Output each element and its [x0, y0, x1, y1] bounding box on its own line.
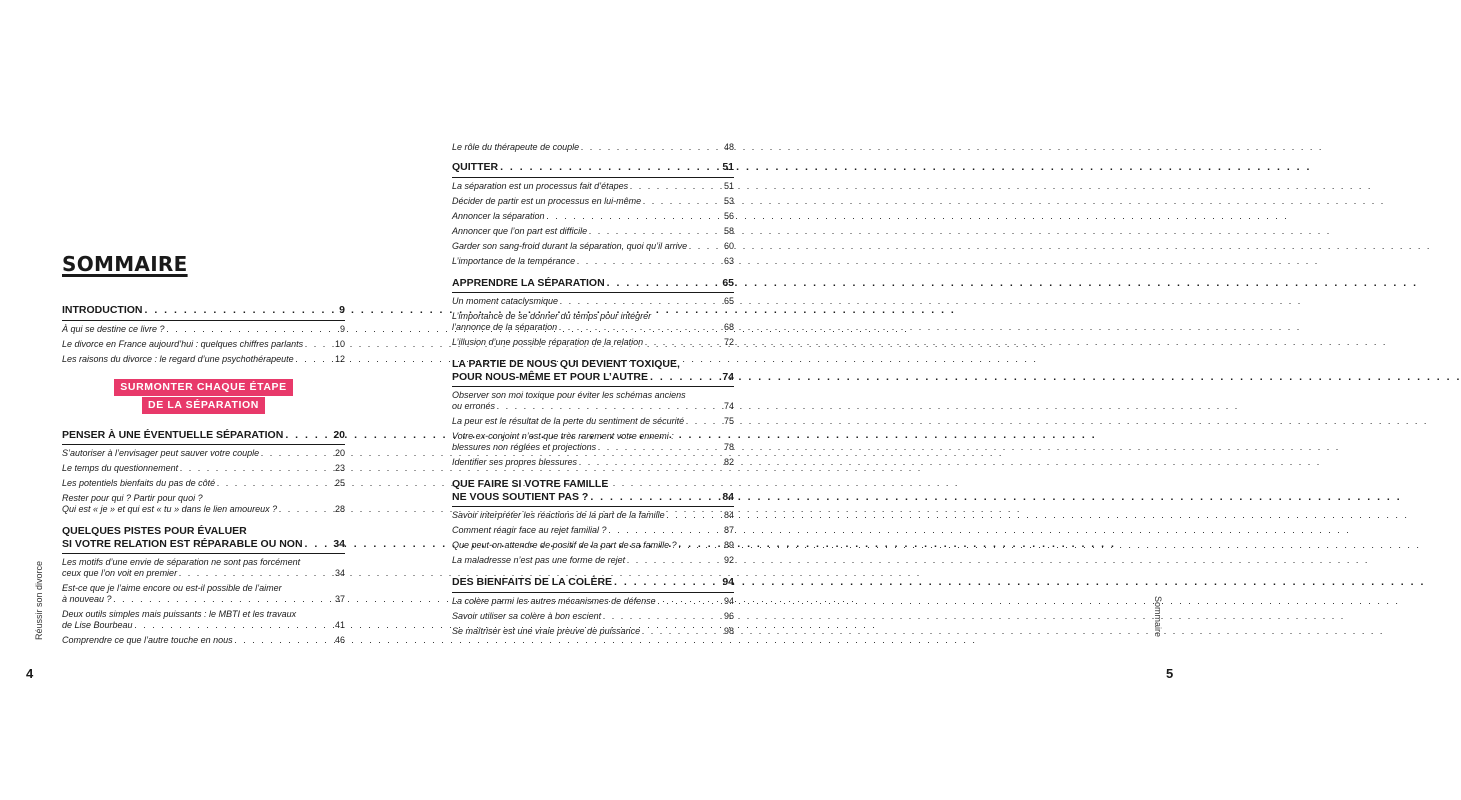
toc-entry[interactable]	[452, 525, 734, 536]
leader-dots	[305, 538, 332, 551]
toc-entry-text: Observer son moi toxique pour éviter les schémas anciens	[452, 390, 686, 400]
leader-dots	[643, 196, 722, 207]
toc-entry-text: La séparation est un processus fait d’étapes	[452, 180, 629, 191]
leader-dots	[642, 626, 722, 637]
toc-entry[interactable]	[452, 196, 734, 207]
toc-page-number: 82	[723, 457, 734, 467]
toc-page-number: 74	[722, 370, 734, 383]
toc-page-number: 75	[723, 416, 734, 426]
toc-entry-text: à nouveau ?	[62, 594, 112, 604]
toc-entry[interactable]	[452, 416, 734, 427]
toc-section-colere	[452, 576, 734, 637]
toc-entry-text: Décider de partir est un processus en lui-même	[452, 195, 642, 206]
toc-section-pistes-evaluer	[62, 525, 345, 646]
page-title: SOMMAIRE	[62, 252, 188, 276]
toc-page-number: 98	[723, 625, 734, 636]
leader-dots	[497, 401, 722, 412]
toc-page-number: 20	[333, 428, 345, 441]
toc-page-number: 74	[723, 401, 734, 411]
toc-entry[interactable]	[62, 493, 345, 515]
leader-dots	[650, 371, 720, 384]
leader-dots	[114, 594, 333, 605]
toc-page-number: 20	[334, 448, 345, 458]
toc-section-heading[interactable]	[62, 525, 345, 554]
toc-page-number: 51	[722, 161, 734, 173]
leader-dots	[667, 510, 722, 521]
toc-heading-text: INTRODUCTION	[62, 304, 143, 316]
toc-page-number: 65	[723, 296, 734, 306]
toc-entry[interactable]	[62, 339, 345, 350]
toc-page-number: 58	[723, 225, 734, 236]
toc-page-number: 53	[723, 195, 734, 206]
leader-dots	[180, 463, 333, 474]
toc-page-number: 72	[723, 337, 734, 347]
running-head: Sommaire	[1153, 596, 1163, 638]
toc-page-number: 34	[334, 568, 345, 578]
left-table-of-contents	[62, 304, 345, 656]
toc-section-penser-separation	[62, 429, 345, 516]
toc-entry[interactable]	[62, 635, 345, 646]
leader-dots	[547, 211, 722, 222]
leader-dots	[559, 322, 722, 333]
toc-entry[interactable]	[62, 583, 345, 605]
toc-section-toxique	[452, 358, 734, 468]
toc-heading-text: NE VOUS SOUTIENT PAS ?	[452, 490, 589, 503]
toc-entry[interactable]	[452, 431, 734, 453]
left-page	[0, 0, 400, 800]
toc-entry-text: Le temps du questionnement	[62, 463, 179, 473]
toc-entry[interactable]	[452, 181, 734, 192]
toc-page-number: 94	[722, 576, 734, 588]
toc-entry[interactable]	[452, 142, 734, 153]
toc-entry-text: À qui se destine ce livre ?	[62, 323, 165, 334]
toc-heading-text: QUELQUES PISTES POUR ÉVALUER	[62, 525, 247, 537]
toc-page-number: 28	[334, 504, 345, 514]
toc-section-heading[interactable]	[452, 277, 734, 294]
toc-entry[interactable]	[452, 256, 734, 267]
toc-heading-text: QUE FAIRE SI VOTRE FAMILLE	[452, 478, 609, 490]
toc-entry[interactable]	[62, 609, 345, 631]
toc-entry-text: Est-ce que je l’aime encore ou est-il possible de l’aimer	[62, 583, 282, 593]
toc-entry-text: de Lise Bourbeau	[62, 620, 133, 630]
toc-page-number: 87	[723, 525, 734, 535]
toc-entry-text: Que peut-on attendre de positif de la part de sa famille ?	[452, 540, 677, 550]
toc-section-heading[interactable]	[62, 429, 345, 446]
toc-page-number: 12	[334, 353, 345, 364]
toc-page-number: 68	[723, 322, 734, 332]
toc-page-number: 23	[334, 463, 345, 473]
toc-page-number: 89	[723, 540, 734, 550]
toc-entry[interactable]	[452, 226, 734, 237]
leader-dots	[589, 226, 722, 237]
toc-section-quitter	[452, 161, 734, 267]
toc-entry-text: Qui est « je » et qui est « tu » dans le lien amoureux ?	[62, 504, 278, 514]
toc-page-number: 60	[723, 240, 734, 251]
toc-entry[interactable]	[452, 457, 734, 468]
toc-page-number: 56	[723, 210, 734, 221]
toc-entry[interactable]	[452, 241, 734, 252]
leader-dots	[167, 324, 338, 335]
toc-entry-text: l’annonce de la séparation	[452, 322, 558, 332]
toc-heading-text: DES BIENFAITS DE LA COLÈRE	[452, 576, 613, 588]
toc-entry-text: Un moment cataclysmique	[452, 296, 559, 306]
leader-dots	[145, 304, 338, 317]
toc-entry[interactable]	[62, 354, 345, 365]
toc-page-number: 41	[334, 620, 345, 630]
toc-heading-text: PENSER À UNE ÉVENTUELLE SÉPARATION	[62, 428, 284, 441]
toc-page-number: 37	[334, 594, 345, 604]
toc-entry-text: Annoncer la séparation	[452, 210, 545, 221]
toc-section-famille	[452, 478, 734, 566]
leader-dots	[279, 504, 333, 515]
toc-entry[interactable]	[452, 626, 734, 637]
toc-entry-text: Rester pour qui ? Partir pour quoi ?	[62, 493, 203, 503]
leader-dots	[609, 525, 722, 536]
right-page	[400, 0, 1174, 800]
toc-section-heading[interactable]	[452, 161, 734, 178]
toc-section-heading[interactable]	[62, 304, 345, 321]
toc-entry[interactable]	[452, 510, 734, 521]
toc-entry-text: Se maîtriser est une vraie preuve de puissance	[452, 625, 641, 636]
toc-section-heading[interactable]	[452, 576, 734, 593]
leader-dots	[500, 161, 720, 174]
leader-dots	[235, 635, 333, 646]
toc-entry[interactable]	[452, 596, 734, 607]
right-table-of-contents	[452, 142, 734, 647]
running-head: Réussir son divorce	[34, 560, 44, 640]
page-number: 4	[26, 666, 34, 681]
leader-dots	[560, 296, 722, 307]
toc-entry-text: Comprendre ce que l’autre touche en nous	[62, 635, 233, 645]
leader-dots	[689, 241, 722, 252]
toc-entry[interactable]	[452, 311, 734, 333]
toc-page-number: 84	[723, 510, 734, 520]
toc-entry-text: L’importance de la tempérance	[452, 255, 576, 266]
toc-entry[interactable]	[62, 557, 345, 579]
toc-entry-text: La colère parmi les autres mécanismes de défense	[452, 595, 656, 606]
toc-page-number: 51	[723, 180, 734, 191]
toc-page-number: 63	[723, 255, 734, 266]
toc-page-number: 65	[722, 276, 734, 289]
toc-page-number: 84	[722, 490, 734, 503]
toc-heading-text: POUR NOUS-MÊME ET POUR L’AUTRE	[452, 370, 649, 383]
toc-section-continued	[452, 142, 734, 153]
toc-entry-text: ou erronés	[452, 401, 496, 411]
toc-page-number: 34	[333, 537, 345, 550]
toc-entry[interactable]	[452, 390, 734, 412]
toc-section-heading[interactable]	[452, 358, 734, 387]
leader-dots	[627, 555, 722, 566]
toc-entry-text: L’importance de se donner du temps pour intégrer	[452, 311, 652, 321]
toc-entry[interactable]	[62, 448, 345, 459]
toc-entry-text: Savoir utiliser sa colère à bon escient	[452, 610, 602, 621]
leader-dots	[630, 181, 722, 192]
toc-page-number: 96	[723, 610, 734, 621]
toc-entry-text: Le rôle du thérapeute de couple	[452, 142, 580, 152]
toc-entry[interactable]	[62, 478, 345, 489]
toc-page-number: 92	[723, 555, 734, 565]
toc-entry-text: Votre ex-conjoint n’est que très rarement votre ennemi :	[452, 431, 674, 441]
toc-heading-text: LA PARTIE DE NOUS QUI DEVIENT TOXIQUE,	[452, 358, 680, 370]
toc-page-number: 25	[334, 478, 345, 488]
toc-page-number: 10	[334, 338, 345, 349]
part-banner	[62, 379, 345, 415]
leader-dots	[261, 448, 333, 459]
toc-heading-text: QUITTER	[452, 161, 499, 173]
toc-entry[interactable]	[452, 555, 734, 566]
leader-dots	[296, 354, 333, 365]
leader-dots	[581, 142, 722, 153]
toc-entry[interactable]	[452, 611, 734, 622]
toc-entry[interactable]	[452, 211, 734, 222]
toc-page-number: 9	[339, 304, 345, 316]
toc-entry-text: Comment réagir face au rejet familial ?	[452, 525, 607, 535]
toc-entry[interactable]	[452, 540, 734, 551]
toc-entry-text: La peur est le résultat de la perte du sentiment de sécurité	[452, 416, 685, 426]
leader-dots	[590, 491, 720, 504]
leader-dots	[686, 416, 722, 427]
part-banner-line: DE LA SÉPARATION	[142, 397, 265, 414]
toc-entry-text: Les motifs d’une envie de séparation ne sont pas forcément	[62, 557, 301, 567]
leader-dots	[577, 256, 722, 267]
toc-heading-text: APPRENDRE LA SÉPARATION	[452, 276, 605, 289]
toc-section-introduction	[62, 304, 345, 365]
part-banner-line: SURMONTER CHAQUE ÉTAPE	[114, 379, 292, 396]
toc-entry[interactable]	[452, 337, 734, 348]
toc-page-number: 9	[339, 323, 345, 334]
toc-entry-text: Les potentiels bienfaits du pas de côté	[62, 478, 216, 488]
toc-entry-text: Le divorce en France aujourd’hui : quelques chiffres parlants	[62, 338, 304, 349]
toc-page-number: 46	[334, 635, 345, 645]
toc-heading-text: SI VOTRE RELATION EST RÉPARABLE OU NON	[62, 537, 303, 550]
toc-entry-text: Les raisons du divorce : le regard d’une psychothérapeute	[62, 353, 294, 364]
toc-entry-text: Garder son sang-froid durant la séparation, quoi qu’il arrive	[452, 240, 688, 251]
leader-dots	[645, 337, 722, 348]
toc-entry-text: Identifier ses propres blessures	[452, 457, 578, 467]
toc-entry-text: Savoir interpréter les réactions de la part de la famille	[452, 510, 665, 520]
leader-dots	[614, 576, 720, 589]
leader-dots	[135, 620, 333, 631]
leader-dots	[579, 457, 722, 468]
leader-dots	[179, 568, 333, 579]
toc-page-number: 94	[723, 595, 734, 606]
toc-entry-text: blessures non réglées et projections	[452, 442, 597, 452]
leader-dots	[217, 478, 333, 489]
leader-dots	[305, 339, 333, 350]
toc-entry-text: Deux outils simples mais puissants : le MBTI et les travaux	[62, 609, 297, 619]
leader-dots	[658, 596, 722, 607]
leader-dots	[603, 611, 722, 622]
toc-entry[interactable]	[62, 324, 345, 335]
leader-dots	[607, 277, 721, 290]
toc-page-number: 48	[723, 142, 734, 152]
leader-dots	[679, 540, 722, 551]
toc-entry-text: L’illusion d’une possible réparation de la relation	[452, 337, 644, 347]
toc-entry[interactable]	[62, 463, 345, 474]
toc-entry-text: ceux que l’on voit en premier	[62, 568, 178, 578]
toc-entry-text: La maladresse n’est pas une forme de rejet	[452, 555, 626, 565]
leader-dots	[285, 429, 331, 442]
toc-page-number: 78	[723, 442, 734, 452]
toc-section-apprendre	[452, 277, 734, 349]
toc-entry-text: Annoncer que l’on part est difficile	[452, 225, 588, 236]
toc-entry-text: S’autoriser à l’envisager peut sauver votre couple	[62, 448, 260, 458]
leader-dots	[598, 442, 722, 453]
page-number: 5	[1166, 666, 1174, 681]
toc-entry[interactable]	[452, 296, 734, 307]
toc-section-heading[interactable]	[452, 478, 734, 507]
